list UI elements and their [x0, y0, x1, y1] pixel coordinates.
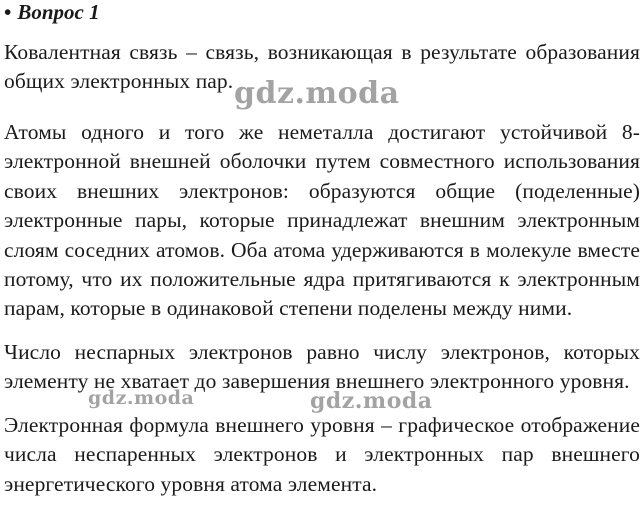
paragraph-definition: Ковалентная связь – связь, возникающая в результате образования общих электронных пар. [4, 40, 640, 94]
watermark-logo: gdz.moda [234, 76, 400, 111]
bullet-marker: • [4, 0, 12, 24]
question-title: Вопрос 1 [17, 0, 100, 24]
paragraph-unpaired-electrons: Число неспарных электронов равно числу электронов, которых элементу не хватает до завершения внешнего электронного уровня. [4, 340, 640, 394]
paragraph-mechanism: Атомы одного и того же неметалла достигают устойчивой 8-электронной внешней оболочки путем совместного использования своих внешних электронов: образуются общие (поделенные) электронные пары, которые принадлежат внешним электронным слоям соседних атомов. Оба атома удерживаются в молекуле вместе потому, что их положительные ядра притягиваются к электронным парам, которые в одинаковой степени поделены между ними. [4, 120, 640, 321]
watermark-logo: gdz.moda [310, 388, 433, 414]
paragraph-electron-formula: Электронная формула внешнего уровня – графическое отображение числа неспаренных электронов и электронных пар внешнего энергетического уровня атома элемента. [4, 413, 640, 496]
question-heading [4, 0, 100, 24]
watermark-logo: gdz.moda [88, 387, 195, 409]
